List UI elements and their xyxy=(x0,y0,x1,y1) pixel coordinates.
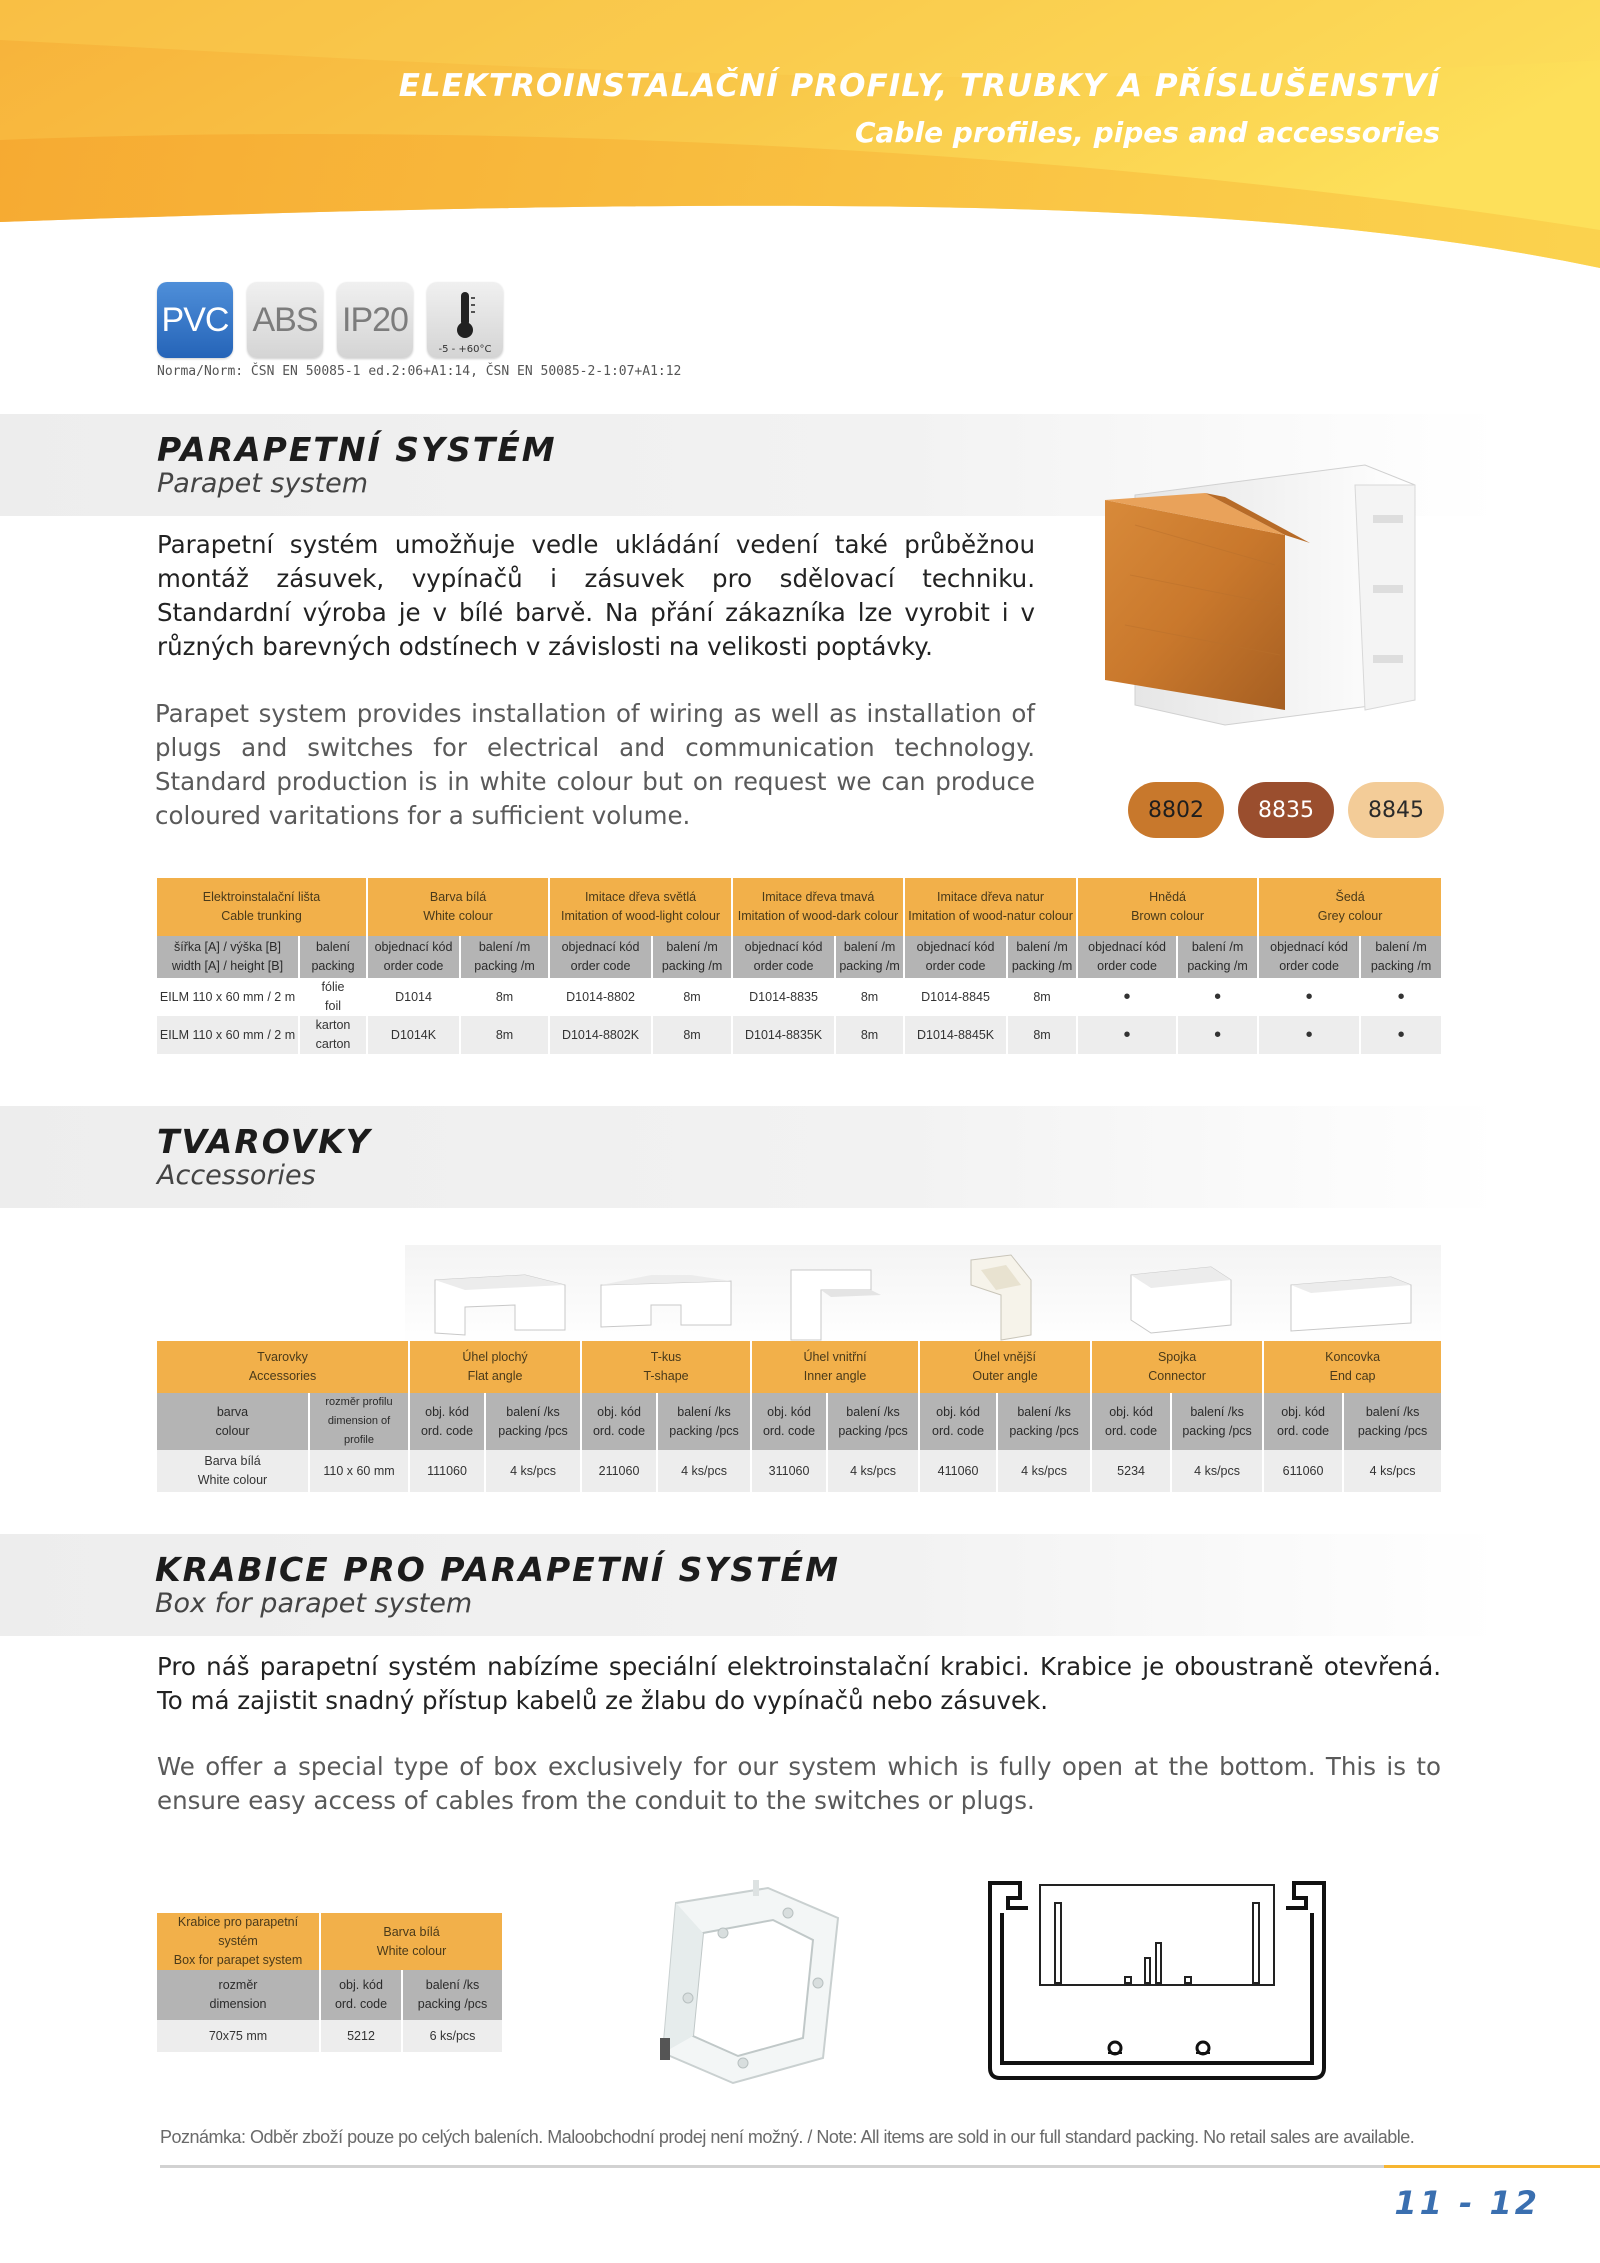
col-group-wood-light: Imitace dřeva světlá Imitation of wood-light colour xyxy=(549,878,732,936)
swatch-8845: 8845 xyxy=(1348,782,1444,838)
header-title: ELEKTROINSTALAČNÍ PROFILY, TRUBKY A PŘÍSLUŠENSTVÍ xyxy=(398,68,1440,104)
page-number: 11 - 12 xyxy=(1394,2184,1540,2222)
box-text-en: We offer a special type of box exclusively for our system which is fully open at the bottom. This is to ensure easy access of cables from the conduit to the switches or plugs. xyxy=(157,1752,1441,1815)
accessories-title: TVAROVKY xyxy=(157,1122,372,1161)
header-subtitle: Cable profiles, pipes and accessories xyxy=(854,116,1440,149)
box-product-image xyxy=(648,1878,848,2090)
table-row: 70x75 mm 5212 6 ks/pcs xyxy=(157,2020,502,2052)
end-cap-image xyxy=(1261,1245,1441,1345)
accessories-table xyxy=(157,1341,1441,1492)
col-group-grey: Šedá Grey colour xyxy=(1258,878,1441,936)
accessories-subtitle: Accessories xyxy=(157,1160,316,1191)
box-cross-section-drawing xyxy=(980,1873,1334,2083)
abs-badge: ABS xyxy=(247,282,323,358)
connector-image xyxy=(1091,1245,1261,1345)
thermometer-icon xyxy=(450,288,480,342)
ip20-badge: IP20 xyxy=(337,282,413,358)
parapet-title: PARAPETNÍ SYSTÉM xyxy=(157,430,557,469)
t-shape-image xyxy=(581,1245,751,1345)
table-header-row xyxy=(157,1341,1441,1393)
table-subheader-row: barva colour rozměr profilu dimension of profile obj. kód ord. code balení /ks packing /pcs obj. kód ord. code balení /ks packing /pcs obj. kód ord. code balení /ks packing /pcs obj. kód ord. code balení /ks packing /pcs obj. kód ord. code balení /ks packing /pcs obj. kód ord. code balení /ks packing /pcs xyxy=(157,1393,1441,1450)
col-group-wood-dark: Imitace dřeva tmavá Imitation of wood-dark colour xyxy=(732,878,904,936)
col-group-connector: Spojka Connector xyxy=(1091,1341,1263,1393)
table-row: EILM 110 x 60 mm / 2 m karton carton D1014K 8m D1014-8802K 8m D1014-8835K 8m D1014-8845K 8m • • • • xyxy=(157,1016,1441,1054)
box-subtitle: Box for parapet system xyxy=(155,1588,473,1619)
table-subheader-row: šířka [A] / výška [B] width [A] / height [B] balení packing objednací kód order code balení /m packing /m objednací kód order code balení /m packing /m objednací kód order code balení /m packing /m objednací kód order code balení /m packing /m objednací kód order code balení /m packing /m objednací kód order code balení /m packing /m xyxy=(157,936,1441,978)
swatch-8835: 8835 xyxy=(1238,782,1334,838)
material-badges xyxy=(157,282,503,358)
table-row: EILM 110 x 60 mm / 2 m fólie foil D1014 8m D1014-8802 8m D1014-8835 8m D1014-8845 8m • • • • xyxy=(157,978,1441,1016)
col-group-white: Barva bílá White colour xyxy=(367,878,549,936)
col-group-t-shape: T-kus T-shape xyxy=(581,1341,751,1393)
colour-swatches xyxy=(1128,782,1444,838)
box-title: KRABICE PRO PARAPETNÍ SYSTÉM xyxy=(155,1550,840,1589)
table-subheader-row: rozměr dimension obj. kód ord. code balení /ks packing /pcs xyxy=(157,1970,502,2020)
footer-note: Poznámka: Odběr zboží pouze po celých baleních. Maloobchodní prodej není možný. / Note: All items are sold in our full standard packing. No retail sales are available. xyxy=(160,2127,1415,2147)
col-group-inner-angle: Úhel vnitřní Inner angle xyxy=(751,1341,919,1393)
temperature-badge xyxy=(427,282,503,358)
table-header-row xyxy=(157,878,1441,936)
swatch-8802: 8802 xyxy=(1128,782,1224,838)
pvc-badge: PVC xyxy=(157,282,233,358)
table-header-row: Krabice pro parapetní systém Box for parapet system Barva bílá White colour xyxy=(157,1913,502,1970)
parapet-text-cz: Parapetní systém umožňuje vedle ukládání vedení také průběžnou montáž zásuvek, vypínačů i zásuvek pro sdělovací techniku. Standardní výroba je v bílé barvě. Na přání zákazníka lze vyrobit i v různých barevných odstínech v závislosti na velikosti poptávky. xyxy=(157,530,1035,661)
box-text-cz: Pro náš parapetní systém nabízíme speciální elektroinstalační krabici. Krabice je oboustraně otevřená. To má zajistit snadný přístup kabelů ze žlabu do vypínačů nebo zásuvek. xyxy=(157,1652,1441,1715)
norm-text: Norma/Norm: ČSN EN 50085-1 ed.2:06+A1:14, ČSN EN 50085-2-1:07+A1:12 xyxy=(157,364,682,379)
parapet-text-en: Parapet system provides installation of wiring as well as installation of plugs and switches for electrical and communication technology. Standard production is in white colour but on request we can produce coloured varitations for a sufficient volume. xyxy=(155,699,1035,830)
flat-angle-image xyxy=(405,1245,581,1345)
parapet-trunking-image xyxy=(1075,455,1430,730)
col-group-outer-angle: Úhel vnější Outer angle xyxy=(919,1341,1091,1393)
col-group-accessories: Tvarovky Accessories xyxy=(157,1341,409,1393)
col-group-end-cap: Koncovka End cap xyxy=(1263,1341,1441,1393)
parapet-subtitle: Parapet system xyxy=(157,468,369,499)
inner-angle-image xyxy=(751,1245,921,1345)
box-table xyxy=(157,1913,502,2052)
footer-divider xyxy=(160,2165,1600,2168)
temperature-label: -5 - +60°C xyxy=(438,344,492,355)
col-group-trunking: Elektroinstalační lišta Cable trunking xyxy=(157,878,367,936)
col-group-brown: Hnědá Brown colour xyxy=(1077,878,1258,936)
col-group-wood-natur: Imitace dřeva natur Imitation of wood-natur colour xyxy=(904,878,1077,936)
accessory-images xyxy=(405,1245,1441,1345)
trunking-table xyxy=(157,878,1441,1054)
col-group-flat-angle: Úhel plochý Flat angle xyxy=(409,1341,581,1393)
outer-angle-image xyxy=(921,1245,1091,1345)
table-row: Barva bílá White colour 110 x 60 mm 111060 4 ks/pcs 211060 4 ks/pcs 311060 4 ks/pcs 411060 4 ks/pcs 5234 4 ks/pcs 611060 4 ks/pcs xyxy=(157,1450,1441,1492)
